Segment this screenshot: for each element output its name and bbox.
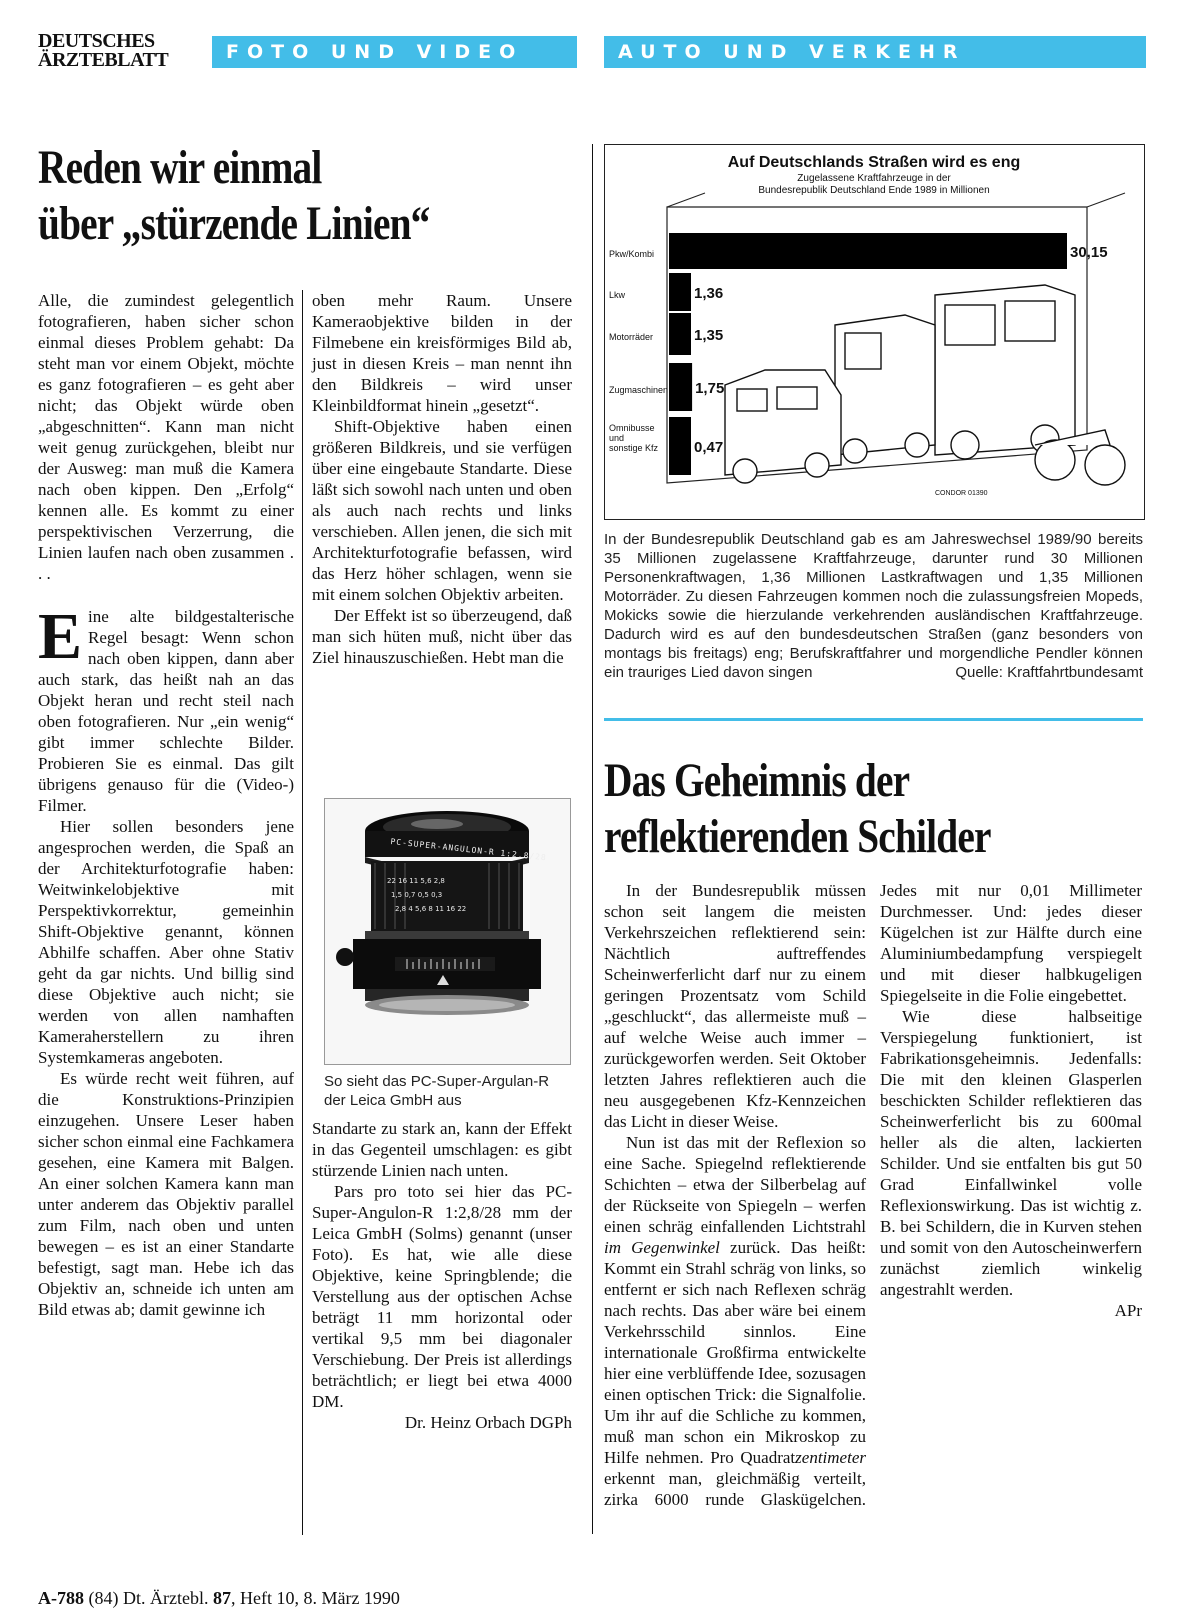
article1-headline-line2: über „stürzende Linien“	[38, 197, 430, 250]
masthead-logo	[38, 32, 208, 76]
chart-subtitle-line1: Zugelassene Kraftfahrzeuge in der	[797, 173, 951, 184]
svg-text:1,5 0,7 0,5 0,3: 1,5 0,7 0,5 0,3	[391, 891, 443, 899]
chart-value-1: 1,36	[694, 285, 724, 302]
article2-author: APr	[1114, 1301, 1142, 1320]
chart-value-0: 30,15	[1070, 244, 1108, 261]
article1-paragraph3: Es würde recht weit führen, auf die Konstruktions-Prinzipien einzugehen. Unsere Leser haben sicher schon einmal eine Fachkamera gesehen, eine Kamera mit Balgen. An einer solchen Kamera kann man unter anderem das Objektiv parallel zum Film, nach oben und unten bewegen – es ist an einer Standarte befestigt, sagt man. Hebe ich das Objektiv an, schneide ich unten am Bild etwas ab; damit gewinne ich	[38, 1069, 294, 1319]
dropcap-letter: E	[38, 600, 83, 673]
chart-subtitle-line2: Bundesrepublik Deutschland Ende 1989 in Millionen	[758, 185, 990, 196]
blue-divider	[604, 718, 1143, 721]
masthead-line1: DEUTSCHES	[38, 30, 155, 52]
chart-bar-1	[669, 273, 691, 311]
article2-paragraph2-em: im Gegenwinkel	[604, 1238, 720, 1257]
svg-text:22 16 11 5,6 2,8: 22 16 11 5,6 2,8	[387, 877, 445, 885]
chart-category-4-line-2: sonstige Kfz	[609, 443, 659, 453]
chart-category-4-line-0: Omnibusse	[609, 423, 655, 433]
chart-frame-edge2	[1087, 193, 1125, 207]
chart-category-2-line-0: Motorräder	[609, 332, 654, 342]
chart-bar-0	[669, 233, 1067, 269]
footer-volume: 87	[212, 1588, 231, 1608]
chart-category-0-line-0: Pkw/Kombi	[609, 249, 655, 259]
article1-column2-bottom	[312, 1118, 572, 1433]
article1-paragraph1-text: ine alte bildgestalterische Regel besagt: Wenn schon nach oben kippen, dann aber auch stark, das heißt nah an das Objekt heran und recht steil nach oben fotografieren. Nur „ein wenig“ gibt immer schlechte Bilder. Probieren Sie es einmal. Das gilt übrigens genauso für die (Video-) Filmer.	[38, 607, 294, 815]
chart-bar-2	[669, 313, 691, 355]
article1-headline	[38, 140, 546, 252]
chart-value-4: 0,47	[694, 439, 724, 456]
article1-author: Dr. Heinz Orbach DGPh	[404, 1413, 572, 1432]
article2-paragraph2-c: erkennt man, gleichmäßig verteilt, zirka 6000 runde Glaskügelchen. Jedes mit nur 0,01 Millimeter Durchmesser. Und: jedes dieser Kügelchen ist zur Hälfte durch eine Aluminiumbedampfung verspiegelt und mit dieser halbkugeligen Spiegelseite in die Folie eingebettet.	[604, 881, 1142, 1509]
article1-headline-line1: Reden wir einmal	[38, 141, 322, 194]
chart-caption-text: In der Bundesrepublik Deutschland gab es am Jahreswechsel 1989/90 bereits 35 Millionen zugelassene Kraftfahrzeuge, darunter rund 30 Millionen Personenkraftwagen, 1,36 Millionen Lastkraftwagen und 1,35 Millionen Motorräder. Zu diesen Fahrzeugen kommen noch die zulassungsfreien Mopeds, Mokicks sowie die hierzulande verkehrenden ausländischen Kraftfahrzeuge. Dadurch wird es auf den bundesdeutschen Straßen (ganz besonders von montags bis freitags) eng; Berufskraftfahrer und morgendliche Pendler können ein trauriges Lied davon singen	[604, 531, 1143, 681]
section-divider	[592, 144, 593, 1534]
page-footer	[38, 1588, 400, 1609]
article1-paragraph7: Standarte zu stark an, kann der Effekt in das Gegenteil umschlagen: es gibt stürzende Linien nach unten.	[312, 1119, 572, 1180]
article2-paragraph1: In der Bundesrepublik müssen schon seit langem die meisten Verkehrszeichen reflektierend sein: Nächtlich auftreffendes Scheinwerferlicht darf nur zu einem geringen Prozentsatz vom Schild „geschluckt“, das allermeiste muß – auf welche Weise auch immer – zurückgeworfen werden. Seit Oktober letzten Jahres reflektieren auch die neu ausgegebenen Kfz-Kennzeichen das Licht in dieser Weise.	[604, 881, 866, 1131]
lens-engraving-overlay	[325, 799, 570, 1064]
photo-caption: So sieht das PC-Super-Argulan-R der Leica GmbH aus	[324, 1073, 550, 1109]
lens-engraving: PC-SUPER-ANGULON-R 1:2,8/28	[390, 837, 548, 863]
article1-paragraph2: Hier sollen besonders jene angesprochen werden, die Spaß an der Architekturfotografie haben: Weitwinkelobjektive mit Perspektivkorrektur, gemeinhin Shift-Objektive genannt, können Abhilfe schaffen. Aber ohne Stativ geht da gar nichts. Und billig sind diese Objektive auch nicht; sie werden von allen namhaften Kameraherstellern zu ihren Systemkameras angeboten.	[38, 817, 294, 1067]
article2-paragraph2-a: Nun ist das mit der Reflexion so eine Sache. Spiegelnd reflektierende Schichten – etwa der Silberbelag auf der Rückseite von Spiegeln – werfen einen schräg einfallenden Lichtstrahl	[604, 1133, 866, 1236]
article1-paragraph4: oben mehr Raum. Unsere Kameraobjektive bilden in der Filmebene ein kreisförmiges Bild ab, just in diesen Kreis – man nennt ihn den Bildkreis – wird unser Kleinbildformat hinein „gesetzt“.	[312, 291, 572, 415]
chart-credit: CONDOR 01390	[935, 490, 988, 497]
article1-lead: Alle, die zumindest gelegentlich fotografieren, haben sicher schon einmal dieses Problem gehabt: Da steht man vor einem Objekt, möchte es ganz fotografieren – es geht aber nicht; das Objekt würde oben „abgeschnitten“. Kann man nicht weit genug zurückgehen, bleibt nur der Ausweg: man muß die Kamera nach oben kippen. Den „Erfolg“ kennen alle. Es kommt zu einer perspektivischen Verzerrung, die Linien laufen nach oben zusammen . . .	[38, 291, 294, 583]
chart-value-2: 1,35	[694, 327, 724, 344]
chart-category-1-line-0: Lkw	[609, 290, 626, 300]
column-divider	[302, 290, 303, 1535]
article1-paragraph6: Der Effekt ist so überzeugend, daß man sich hüten muß, nicht über das Ziel hinauszuschießen. Hebt man die	[312, 606, 572, 667]
chart-value-3: 1,75	[695, 380, 725, 397]
article2-paragraph2-b: zurück. Das heißt: Kommt ein Strahl schräg von links, so entfernt er sich nach Reflexen schräg nach rechts. Das aber wäre bei einem Verkehrsschild sinnlos. Eine internationale Großfirma entwickelte hier eine verblüffende Idee, sozusagen einen optischen Trick: die Signalfolie. Um ihr auf die Schliche zu kommen, muß man schon ein Mikroskop zu Hilfe nehmen. Pro Quadrat	[604, 1238, 867, 1467]
lens-photo	[324, 798, 571, 1065]
footer-text-a: (84) Dt. Ärztebl.	[88, 1588, 213, 1608]
svg-text:2,8 4 5,6 8 11 16 22: 2,8 4 5,6 8 11 16 22	[395, 905, 467, 913]
chart-caption	[604, 530, 1143, 682]
masthead-line2: ÄRZTEBLATT	[38, 49, 169, 71]
section-band-auto-verkehr: AUTO UND VERKEHR	[604, 36, 1146, 68]
chart-title: Auf Deutschlands Straßen wird es eng	[727, 154, 1021, 171]
article2-column1	[604, 880, 1142, 1510]
section-band-foto-video: FOTO UND VIDEO	[212, 36, 577, 68]
chart-frame-edge	[667, 193, 705, 207]
article1-paragraph5: Shift-Objektive haben einen größeren Bildkreis, und sie verfügen über eine eingebaute Standarte. Diese läßt sich sowohl nach unten und oben als auch nach rechts und links verschieben. Allen jenen, die sich mit Architekturfotografie befassen, wird das Herz höher schlagen, wenn sie mit einem solchen Objektiv arbeiten.	[312, 417, 572, 604]
article1-paragraph1	[38, 600, 294, 816]
article2-headline	[604, 753, 1145, 865]
article2-paragraph2-em2: zentimeter	[795, 1448, 866, 1467]
footer-text-b: , Heft 10, 8. März 1990	[230, 1588, 400, 1608]
article1-column2-top	[312, 290, 572, 668]
footer-page-number: A-788	[38, 1588, 84, 1608]
chart-category-3-line-0: Zugmaschinen	[609, 385, 669, 395]
article2-headline-line1: Das Geheimnis der	[604, 754, 910, 807]
article2-paragraph3: Wie diese halbseitige Verspiegelung funktioniert, ist Fabrikationsgeheimnis. Jedenfalls: Die mit den kleinen Glasperlen beschickten Schilder reflektieren das Scheinwerferlicht bis zu 600mal heller als die alten, lackierten Schilder. Und sie entfalten bis gut 50 Grad Einfallwinkel volle Reflexionswirkung. Das ist wichtig z. B. bei Schildern, die in Kurven stehen und somit von den Autoscheinwerfern zunächst ziemlich winkelig angestrahlt werden.	[880, 1007, 1142, 1299]
chart-category-labels	[609, 249, 668, 453]
article1-column1	[38, 290, 294, 1535]
chart-box	[604, 144, 1145, 520]
article2-headline-line2: reflektierenden Schilder	[604, 810, 991, 863]
chart-bar-3	[669, 363, 692, 411]
chart-bar-4	[669, 417, 691, 475]
vehicle-chart	[605, 145, 1144, 519]
article1-paragraph8: Pars pro toto sei hier das PC-Super-Angulon-R 1:2,8/28 mm der Leica GmbH (Solms) genannt (unser Foto). Es hat, wie alle diese Objektive, keine Springblende; die Verstellung aus der optischen Achse beträgt 11 mm horizontal oder vertikal 9,5 mm bei diagonaler Verschiebung. Der Preis ist allerdings beträchtlich; er liegt bei etwa 4000 DM.	[312, 1182, 572, 1411]
chart-caption-source: Quelle: Kraftfahrtbundesamt	[955, 664, 1143, 681]
chart-category-4-line-1: und	[609, 433, 625, 443]
